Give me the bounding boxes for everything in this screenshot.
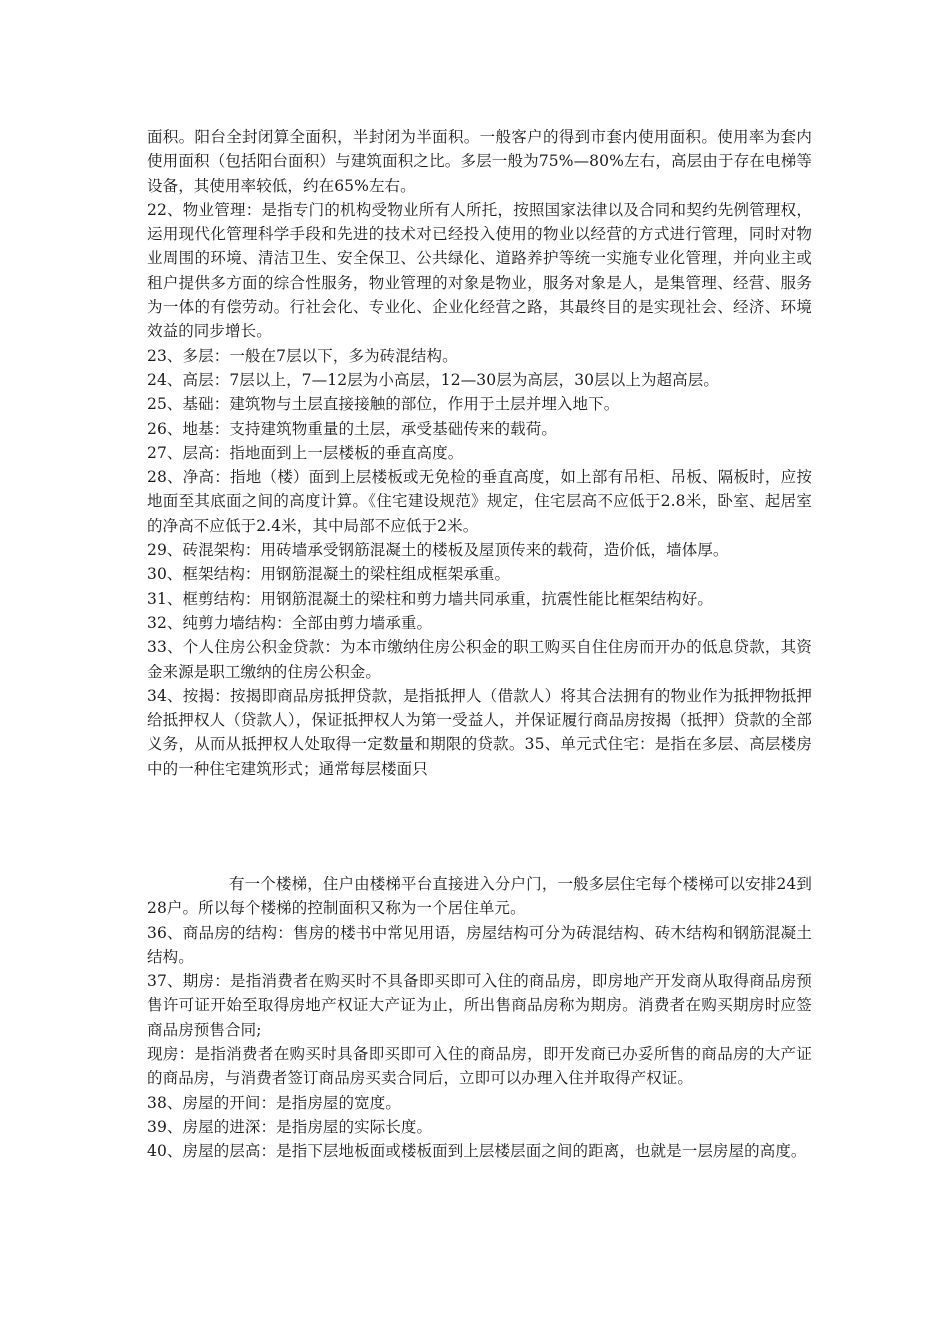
- paragraph-usage-rate: 面积。阳台全封闭算全面积，半封闭为半面积。一般客户的得到市套内使用面积。使用率为套内使用面积（包括阳台面积）与建筑面积之比。多层一般为75%—80%左右，高层由于存在电梯等设备，其使用率较低，约在65%左右。: [147, 128, 812, 195]
- paragraph-unit-residence-continued: 有一个楼梯，住户由楼梯平台直接进入分户门，一般多层住宅每个楼梯可以安排24到28户。所以每个楼梯的控制面积又称为一个居住单元。: [147, 875, 812, 918]
- paragraph-subgrade: 26、地基：支持建筑物重量的土层，承受基础传来的载荷。: [147, 419, 557, 438]
- paragraph-shear-wall: 32、纯剪力墙结构：全部由剪力墙承重。: [147, 613, 433, 632]
- paragraph-frame-structure: 30、框架结构：用钢筋混凝土的梁柱组成框架承重。: [147, 565, 511, 584]
- paragraph-multi-storey: 23、多层：一般在7层以下，多为砖混结构。: [147, 346, 458, 365]
- paragraph-foundation: 25、基础：建筑物与土层直接接触的部位，作用于土层并埋入地下。: [147, 395, 620, 414]
- paragraph-ready-housing: 现房：是指消费者在购买时具备即买即可入住的商品房，即开发商已办妥所售的商品房的大产证的商品房，与消费者签订商品房买卖合同后，立即可以办理入住并取得产权证。: [147, 1045, 812, 1088]
- paragraph-room-depth: 39、房屋的进深：是指房屋的实际长度。: [147, 1117, 433, 1136]
- paragraph-provident-fund-loan: 33、个人住房公积金贷款：为本市缴纳住房公积金的职工购买自住住房而开办的低息贷款，其资金来源是职工缴纳的住房公积金。: [147, 638, 812, 681]
- paragraph-property-management: 22、物业管理：是指专门的机构受物业所有人所托，按照国家法律以及合同和契约先例管理权，运用现代化管理科学手段和先进的技术对已经投入使用的物业以经营的方式进行管理，同时对物业周围的环境、清洁卫生、安全保卫、公共绿化、道路养护等统一实施专业化管理，并向业主或租户提供多方面的综合性服务，物业管理的对象是物业，服务对象是人，是集管理、经营、服务为一体的有偿劳动。行社会化、专业化、企业化经营之路，其最终目的是实现社会、经济、环境效益的同步增长。: [147, 200, 812, 341]
- paragraph-brick-concrete: 29、砖混架构：用砖墙承受钢筋混凝土的楼板及屋顶传来的载荷，造价低，墙体厚。: [147, 541, 729, 560]
- paragraph-room-height: 40、房屋的层高：是指下层地板面或楼板面到上层楼层面之间的距离，也就是一层房屋的高度。: [147, 1142, 807, 1161]
- paragraph-frame-shear: 31、框剪结构：用钢筋混凝土的梁柱和剪力墙共同承重，抗震性能比框架结构好。: [147, 589, 713, 608]
- paragraph-mortgage: 34、按揭：按揭即商品房抵押贷款，是指抵押人（借款人）将其合法拥有的物业作为抵押物抵押给抵押权人（贷款人），保证抵押权人为第一受益人，并保证履行商品房按揭（抵押）贷款的全部义务，从而从抵押权人处取得一定数量和期限的贷款。35、单元式住宅：是指在多层、高层楼房中的一种住宅建筑形式；通常每层楼面只: [147, 686, 812, 778]
- paragraph-room-width: 38、房屋的开间：是指房屋的宽度。: [147, 1093, 401, 1112]
- text-block-bottom: [147, 872, 812, 1164]
- text-block-top: [147, 125, 812, 781]
- paragraph-housing-structure: 36、商品房的结构：售房的楼书中常见用语，房屋结构可分为砖混结构、砖木结构和钢筋混凝土结构。: [147, 923, 812, 966]
- paragraph-net-height: 28、净高：指地（楼）面到上层楼板或无免检的垂直高度，如上部有吊柜、吊板、隔板时，应按地面至其底面之间的高度计算。《住宅建设规范》规定，住宅层高不应低于2.8米，卧室、起居室的净高不应低于2.4米，其中局部不应低于2米。: [147, 468, 812, 535]
- paragraph-high-rise: 24、高层：7层以上，7—12层为小高层，12—30层为高层，30层以上为超高层。: [147, 370, 719, 389]
- paragraph-storey-height: 27、层高：指地面到上一层楼板的垂直高度。: [147, 443, 464, 462]
- paragraph-off-plan-housing: 37、期房：是指消费者在购买时不具备即买即可入住的商品房，即房地产开发商从取得商品房预售许可证开始至取得房地产权证大产证为止，所出售商品房称为期房。消费者在购买期房时应签商品房预售合同;: [147, 972, 812, 1039]
